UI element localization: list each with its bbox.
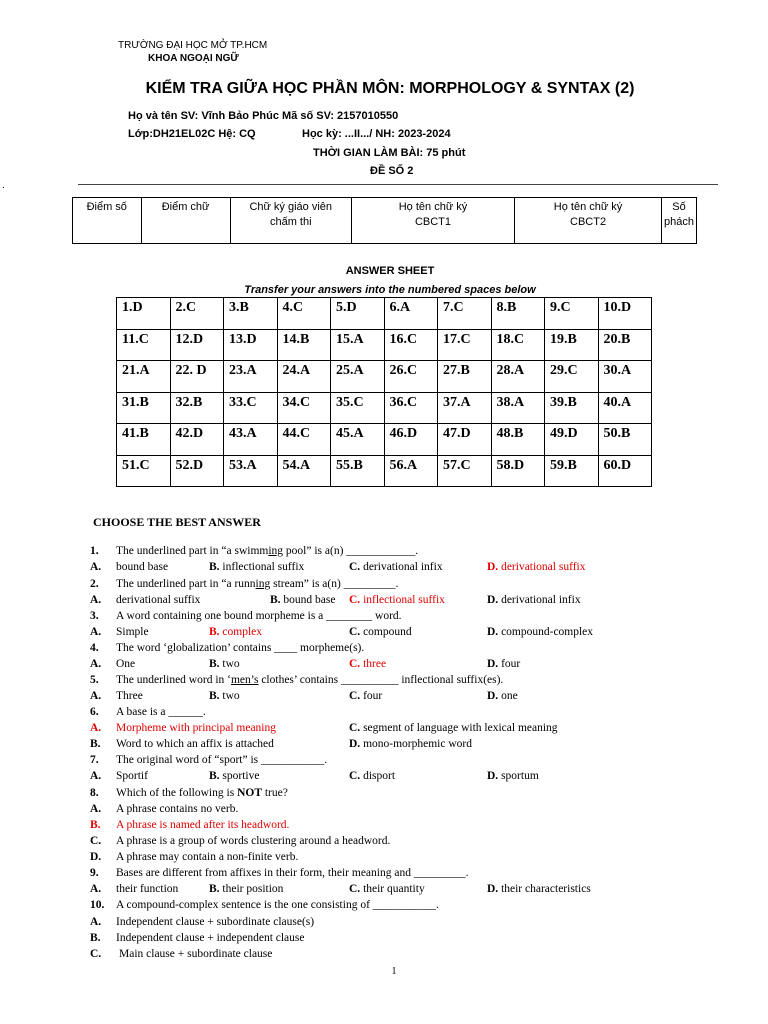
question-text: Which of the following is NOT true? xyxy=(116,787,288,799)
answer-row xyxy=(117,298,652,330)
option-a: Independent clause + subordinate clause(s) xyxy=(116,916,315,928)
question-text: A base is a ______. xyxy=(116,706,206,718)
answer-cell: 36.C xyxy=(384,392,438,424)
option-a: One xyxy=(116,658,136,670)
answer-cell: 1.D xyxy=(117,298,171,330)
option-a: Sportif xyxy=(116,770,148,782)
answer-cell: 23.A xyxy=(224,361,278,393)
option-d: sportum xyxy=(501,770,539,782)
option-d: mono-morphemic word xyxy=(363,738,472,750)
option-d-selected: derivational suffix xyxy=(501,561,586,573)
option-b-selected: complex xyxy=(222,626,263,638)
option-c: segment of language with lexical meaning xyxy=(363,722,558,734)
answer-cell: 21.A xyxy=(117,361,171,393)
answer-cell: 60.D xyxy=(598,455,652,487)
score-table xyxy=(72,197,697,244)
option-a: Simple xyxy=(116,626,149,638)
answer-cell: 9.C xyxy=(545,298,599,330)
answer-cell: 56.A xyxy=(384,455,438,487)
term-info: Học kỳ: ...II.../ NH: 2023-2024 xyxy=(302,128,451,140)
answer-cell: 18.C xyxy=(491,329,545,361)
answer-cell: 44.C xyxy=(277,424,331,456)
margin-dot: . xyxy=(2,180,5,191)
answer-cell: 42.D xyxy=(170,424,224,456)
answer-cell: 8.B xyxy=(491,298,545,330)
header-so-phach: Số phách xyxy=(662,198,697,244)
answer-sheet-title: ANSWER SHEET xyxy=(345,265,435,277)
option-d: four xyxy=(501,658,521,670)
answer-cell: 17.C xyxy=(438,329,492,361)
answer-cell: 55.B xyxy=(331,455,385,487)
answer-cell: 47.D xyxy=(438,424,492,456)
option-b: two xyxy=(222,690,240,702)
answer-cell: 52.D xyxy=(170,455,224,487)
option-c: disport xyxy=(363,770,396,782)
answer-cell: 14.B xyxy=(277,329,331,361)
answer-row xyxy=(117,329,652,361)
option-a: A phrase contains no verb. xyxy=(116,803,239,815)
answer-cell: 43.A xyxy=(224,424,278,456)
answer-cell: 26.C xyxy=(384,361,438,393)
option-c: derivational infix xyxy=(363,561,443,573)
header-diem-chu: Điểm chữ xyxy=(141,198,230,244)
answer-cell: 4.C xyxy=(277,298,331,330)
answer-cell: 54.A xyxy=(277,455,331,487)
option-c: A phrase is a group of words clustering around a headword. xyxy=(116,835,391,847)
answer-cell: 27.B xyxy=(438,361,492,393)
option-d: their characteristics xyxy=(501,883,591,895)
answer-cell: 7.C xyxy=(438,298,492,330)
option-d: A phrase may contain a non-finite verb. xyxy=(116,851,299,863)
answer-cell: 49.D xyxy=(545,424,599,456)
question-text: Bases are different from affixes in their form, their meaning and _________. xyxy=(116,867,469,879)
option-a: derivational suffix xyxy=(116,594,201,606)
answer-cell: 30.A xyxy=(598,361,652,393)
exam-code: ĐỀ SỐ 2 xyxy=(370,165,414,177)
option-b: their position xyxy=(222,883,284,895)
option-c: four xyxy=(363,690,383,702)
header-teacher-signature: Chữ ký giáo viên chấm thi xyxy=(230,198,351,244)
option-d: one xyxy=(501,690,518,702)
answer-sheet-instruction: Transfer your answers into the numbered spaces below xyxy=(244,284,536,296)
answer-cell: 2.C xyxy=(170,298,224,330)
faculty-name: KHOA NGOẠI NGỮ xyxy=(148,53,239,64)
option-c: their quantity xyxy=(363,883,425,895)
option-b: Word to which an affix is attached xyxy=(116,738,274,750)
option-a-selected: Morpheme with principal meaning xyxy=(116,722,277,734)
header-cbct1: Họ tên chữ ký CBCT1 xyxy=(351,198,514,244)
answer-cell: 25.A xyxy=(331,361,385,393)
answer-cell: 41.B xyxy=(117,424,171,456)
answer-cell: 15.A xyxy=(331,329,385,361)
question-text: The underlined part in “a running stream” is a(n) _________. xyxy=(116,578,399,590)
question-text: The word ‘globalization’ contains ____ morpheme(s). xyxy=(116,642,365,654)
answer-cell: 37.A xyxy=(438,392,492,424)
page-number: 1 xyxy=(391,966,397,977)
answer-cell: 20.B xyxy=(598,329,652,361)
option-d: compound-complex xyxy=(501,626,594,638)
option-b: sportive xyxy=(222,770,260,782)
answer-cell: 29.C xyxy=(545,361,599,393)
answer-cell: 33.C xyxy=(224,392,278,424)
answer-cell: 51.C xyxy=(117,455,171,487)
answer-cell: 10.D xyxy=(598,298,652,330)
answer-cell: 3.B xyxy=(224,298,278,330)
answer-cell: 31.B xyxy=(117,392,171,424)
answer-cell: 34.C xyxy=(277,392,331,424)
answer-cell: 57.C xyxy=(438,455,492,487)
answer-cell: 35.C xyxy=(331,392,385,424)
question-text: A compound-complex sentence is the one consisting of ___________. xyxy=(116,899,439,911)
option-c: Main clause + subordinate clause xyxy=(119,948,273,960)
answer-row xyxy=(117,361,652,393)
answer-cell: 48.B xyxy=(491,424,545,456)
option-c-selected: inflectional suffix xyxy=(363,594,445,606)
answer-cell: 40.A xyxy=(598,392,652,424)
class-info: Lớp:DH21EL02C Hệ: CQ xyxy=(128,128,256,140)
answer-cell: 28.A xyxy=(491,361,545,393)
question-text: The underlined part in “a swimming pool” is a(n) ____________. xyxy=(116,545,419,557)
answer-cell: 59.B xyxy=(545,455,599,487)
answer-cell: 38.A xyxy=(491,392,545,424)
exam-time: THỜI GIAN LÀM BÀI: 75 phút xyxy=(313,147,466,159)
answer-cell: 5.D xyxy=(331,298,385,330)
header-cbct2: Họ tên chữ ký CBCT2 xyxy=(515,198,662,244)
answer-cell: 39.B xyxy=(545,392,599,424)
option-c-selected: three xyxy=(363,658,387,670)
answer-cell: 6.A xyxy=(384,298,438,330)
answer-cell: 32.B xyxy=(170,392,224,424)
header-divider xyxy=(78,184,718,185)
option-a: bound base xyxy=(116,561,169,573)
option-d: derivational infix xyxy=(501,594,581,606)
question-text: A word containing one bound morpheme is a ________ word. xyxy=(116,610,402,622)
answer-grid xyxy=(116,297,652,487)
answer-cell: 22. D xyxy=(170,361,224,393)
answer-cell: 24.A xyxy=(277,361,331,393)
option-b: two xyxy=(222,658,240,670)
answer-row xyxy=(117,392,652,424)
header-diem-so: Điểm số xyxy=(73,198,142,244)
answer-cell: 58.D xyxy=(491,455,545,487)
answer-cell: 16.C xyxy=(384,329,438,361)
answer-cell: 19.B xyxy=(545,329,599,361)
university-name: TRƯỜNG ĐẠI HỌC MỞ TP.HCM xyxy=(118,40,268,51)
option-a: their function xyxy=(116,883,179,895)
answer-cell: 12.D xyxy=(170,329,224,361)
option-b: bound base xyxy=(283,594,336,606)
question-text: The original word of “sport” is ___________. xyxy=(116,754,328,766)
question-number: 1. xyxy=(90,545,99,557)
answer-cell: 53.A xyxy=(224,455,278,487)
section-title: CHOOSE THE BEST ANSWER xyxy=(93,515,261,529)
option-c: compound xyxy=(363,626,412,638)
student-info: Họ và tên SV: Vĩnh Bảo Phúc Mã số SV: 2157010550 xyxy=(128,110,399,122)
answer-row xyxy=(117,455,652,487)
answer-row xyxy=(117,424,652,456)
answer-cell: 45.A xyxy=(331,424,385,456)
exam-title: KIỂM TRA GIỮA HỌC PHẦN MÔN: MORPHOLOGY & SYNTAX (2) xyxy=(145,80,635,97)
option-b: inflectional suffix xyxy=(222,561,305,573)
question-text: The underlined word in ‘men’s clothes’ contains __________ inflectional suffix(es). xyxy=(116,674,504,686)
answer-cell: 50.B xyxy=(598,424,652,456)
option-b-selected: A phrase is named after its headword. xyxy=(116,819,290,831)
answer-cell: 13.D xyxy=(224,329,278,361)
option-a: Three xyxy=(116,690,143,702)
answer-cell: 46.D xyxy=(384,424,438,456)
answer-cell: 11.C xyxy=(117,329,171,361)
option-b: Independent clause + independent clause xyxy=(116,932,305,944)
